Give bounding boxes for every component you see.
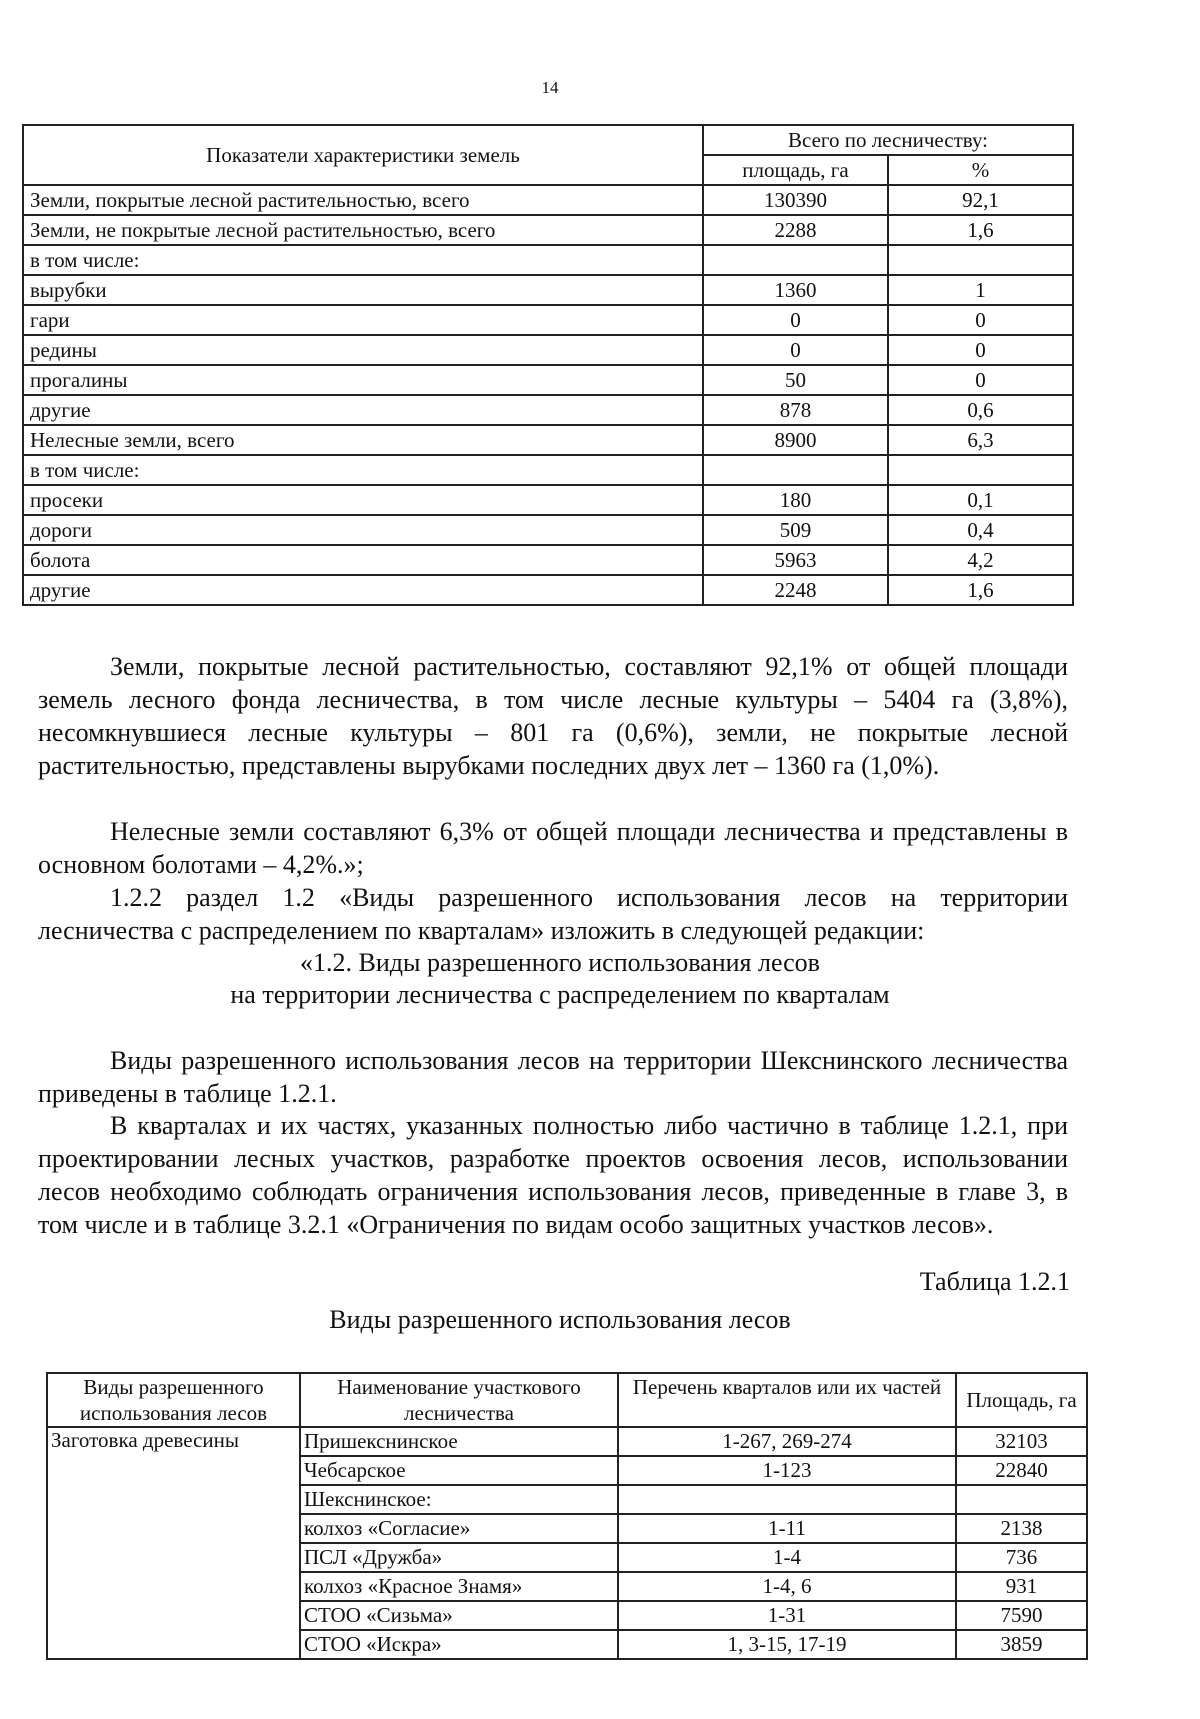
row-label: Нелесные земли, всего bbox=[23, 425, 703, 455]
table-row bbox=[23, 545, 1073, 575]
row-area: 5963 bbox=[703, 545, 888, 575]
header-area: площадь, га bbox=[703, 155, 888, 185]
table-label: Таблица 1.2.1 bbox=[919, 1267, 1070, 1296]
row-area bbox=[703, 245, 888, 275]
table-row bbox=[23, 575, 1073, 605]
row-quarters: 1, 3-15, 17-19 bbox=[618, 1630, 956, 1659]
paragraph: Виды разрешенного использования лесов на территории Шекснинского лесничества приведены в таблице 1.2.1. bbox=[38, 1046, 1068, 1108]
row-name: СТОО «Сизьма» bbox=[300, 1601, 618, 1630]
row-label: прогалины bbox=[23, 365, 703, 395]
paragraph: Земли, покрытые лесной растительностью, составляют 92,1% от общей площади земель лесного фонда лесничества, в том числе лесные культуры – 5404 га (3,8%), несомкнувшиеся лесные культуры – 801 га (0,6%), земли, не покрытые лесной растительностью, представлены вырубками последних двух лет – 1360 га (1,0%). bbox=[38, 652, 1068, 780]
header-indicator: Показатели характеристики земель bbox=[23, 125, 703, 185]
row-name: колхоз «Красное Знамя» bbox=[300, 1572, 618, 1601]
row-label: Земли, не покрытые лесной растительностью, всего bbox=[23, 215, 703, 245]
row-area: 32103 bbox=[956, 1427, 1087, 1456]
table-row bbox=[23, 485, 1073, 515]
row-area: 1360 bbox=[703, 275, 888, 305]
row-area: 7590 bbox=[956, 1601, 1087, 1630]
paragraph: Нелесные земли составляют 6,3% от общей площади лесничества и представлены в основном болотами – 4,2%.»; bbox=[38, 817, 1068, 879]
row-quarters: 1-11 bbox=[618, 1514, 956, 1543]
row-label: редины bbox=[23, 335, 703, 365]
row-label: дороги bbox=[23, 515, 703, 545]
table-row bbox=[23, 305, 1073, 335]
row-area: 931 bbox=[956, 1572, 1087, 1601]
row-percent: 0 bbox=[888, 365, 1073, 395]
permitted-uses-table bbox=[46, 1372, 1088, 1660]
table-row bbox=[23, 185, 1073, 215]
header-quarters: Перечень кварталов или их частей bbox=[618, 1373, 956, 1427]
row-name: колхоз «Согласие» bbox=[300, 1514, 618, 1543]
table-row bbox=[23, 335, 1073, 365]
row-percent: 0,4 bbox=[888, 515, 1073, 545]
row-area: 130390 bbox=[703, 185, 888, 215]
row-quarters: 1-267, 269-274 bbox=[618, 1427, 956, 1456]
row-name: ПСЛ «Дружба» bbox=[300, 1543, 618, 1572]
row-quarters: 1-123 bbox=[618, 1456, 956, 1485]
table-row bbox=[23, 425, 1073, 455]
table-row bbox=[47, 1427, 1087, 1456]
row-percent: 0 bbox=[888, 335, 1073, 365]
page-number: 14 bbox=[541, 78, 559, 97]
row-area: 3859 bbox=[956, 1630, 1087, 1659]
row-area: 0 bbox=[703, 335, 888, 365]
table-row bbox=[23, 455, 1073, 485]
row-area: 509 bbox=[703, 515, 888, 545]
row-area: 736 bbox=[956, 1543, 1087, 1572]
row-name: Шекснинское: bbox=[300, 1485, 618, 1514]
row-label: просеки bbox=[23, 485, 703, 515]
row-percent: 0 bbox=[888, 305, 1073, 335]
section-heading-line1: «1.2. Виды разрешенного использования лесов bbox=[300, 948, 820, 977]
land-characteristics-table bbox=[22, 124, 1074, 606]
row-area: 180 bbox=[703, 485, 888, 515]
table-row bbox=[23, 275, 1073, 305]
table-title: Виды разрешенного использования лесов bbox=[329, 1305, 791, 1334]
row-label: вырубки bbox=[23, 275, 703, 305]
row-area: 22840 bbox=[956, 1456, 1087, 1485]
row-quarters: 1-4 bbox=[618, 1543, 956, 1572]
header-total: Всего по лесничеству: bbox=[703, 125, 1073, 155]
table-row bbox=[23, 245, 1073, 275]
row-percent bbox=[888, 455, 1073, 485]
row-label: в том числе: bbox=[23, 455, 703, 485]
paragraph: 1.2.2 раздел 1.2 «Виды разрешенного использования лесов на территории лесничества с распределением по кварталам» изложить в следующей редакции: bbox=[38, 883, 1068, 945]
row-area bbox=[956, 1485, 1087, 1514]
row-label: другие bbox=[23, 575, 703, 605]
table-row bbox=[23, 515, 1073, 545]
row-area: 0 bbox=[703, 305, 888, 335]
row-quarters: 1-4, 6 bbox=[618, 1572, 956, 1601]
row-area: 2248 bbox=[703, 575, 888, 605]
header-use-type: Виды разрешенного использования лесов bbox=[47, 1373, 300, 1427]
row-area bbox=[703, 455, 888, 485]
row-percent: 1,6 bbox=[888, 215, 1073, 245]
row-percent: 92,1 bbox=[888, 185, 1073, 215]
table-row bbox=[23, 365, 1073, 395]
row-percent: 0,1 bbox=[888, 485, 1073, 515]
row-percent: 1,6 bbox=[888, 575, 1073, 605]
row-area: 2138 bbox=[956, 1514, 1087, 1543]
header-area: Площадь, га bbox=[956, 1373, 1087, 1427]
row-percent: 1 bbox=[888, 275, 1073, 305]
paragraph: В кварталах и их частях, указанных полностью либо частично в таблице 1.2.1, при проектировании лесных участков, разработке проектов освоения лесов, использовании лесов необходимо соблюдать ограничения использования лесов, приведенные в главе 3, в том числе и в таблице 3.2.1 «Ограничения по видам особо защитных участков лесов». bbox=[38, 1111, 1068, 1239]
row-percent: 6,3 bbox=[888, 425, 1073, 455]
row-name: СТОО «Искра» bbox=[300, 1630, 618, 1659]
row-area: 8900 bbox=[703, 425, 888, 455]
row-quarters bbox=[618, 1485, 956, 1514]
row-quarters: 1-31 bbox=[618, 1601, 956, 1630]
row-name: Чебсарское bbox=[300, 1456, 618, 1485]
section-heading-line2: на территории лесничества с распределением по кварталам bbox=[230, 980, 890, 1009]
use-type-cell: Заготовка древесины bbox=[47, 1427, 300, 1659]
row-label: в том числе: bbox=[23, 245, 703, 275]
row-area: 878 bbox=[703, 395, 888, 425]
table-row bbox=[23, 395, 1073, 425]
row-label: Земли, покрытые лесной растительностью, всего bbox=[23, 185, 703, 215]
row-label: гари bbox=[23, 305, 703, 335]
row-percent bbox=[888, 245, 1073, 275]
header-forestry-name: Наименование участкового лесничества bbox=[300, 1373, 618, 1427]
row-percent: 0,6 bbox=[888, 395, 1073, 425]
row-label: другие bbox=[23, 395, 703, 425]
row-label: болота bbox=[23, 545, 703, 575]
row-area: 2288 bbox=[703, 215, 888, 245]
table-row bbox=[23, 215, 1073, 245]
row-area: 50 bbox=[703, 365, 888, 395]
header-percent: % bbox=[888, 155, 1073, 185]
row-percent: 4,2 bbox=[888, 545, 1073, 575]
row-name: Пришекснинское bbox=[300, 1427, 618, 1456]
